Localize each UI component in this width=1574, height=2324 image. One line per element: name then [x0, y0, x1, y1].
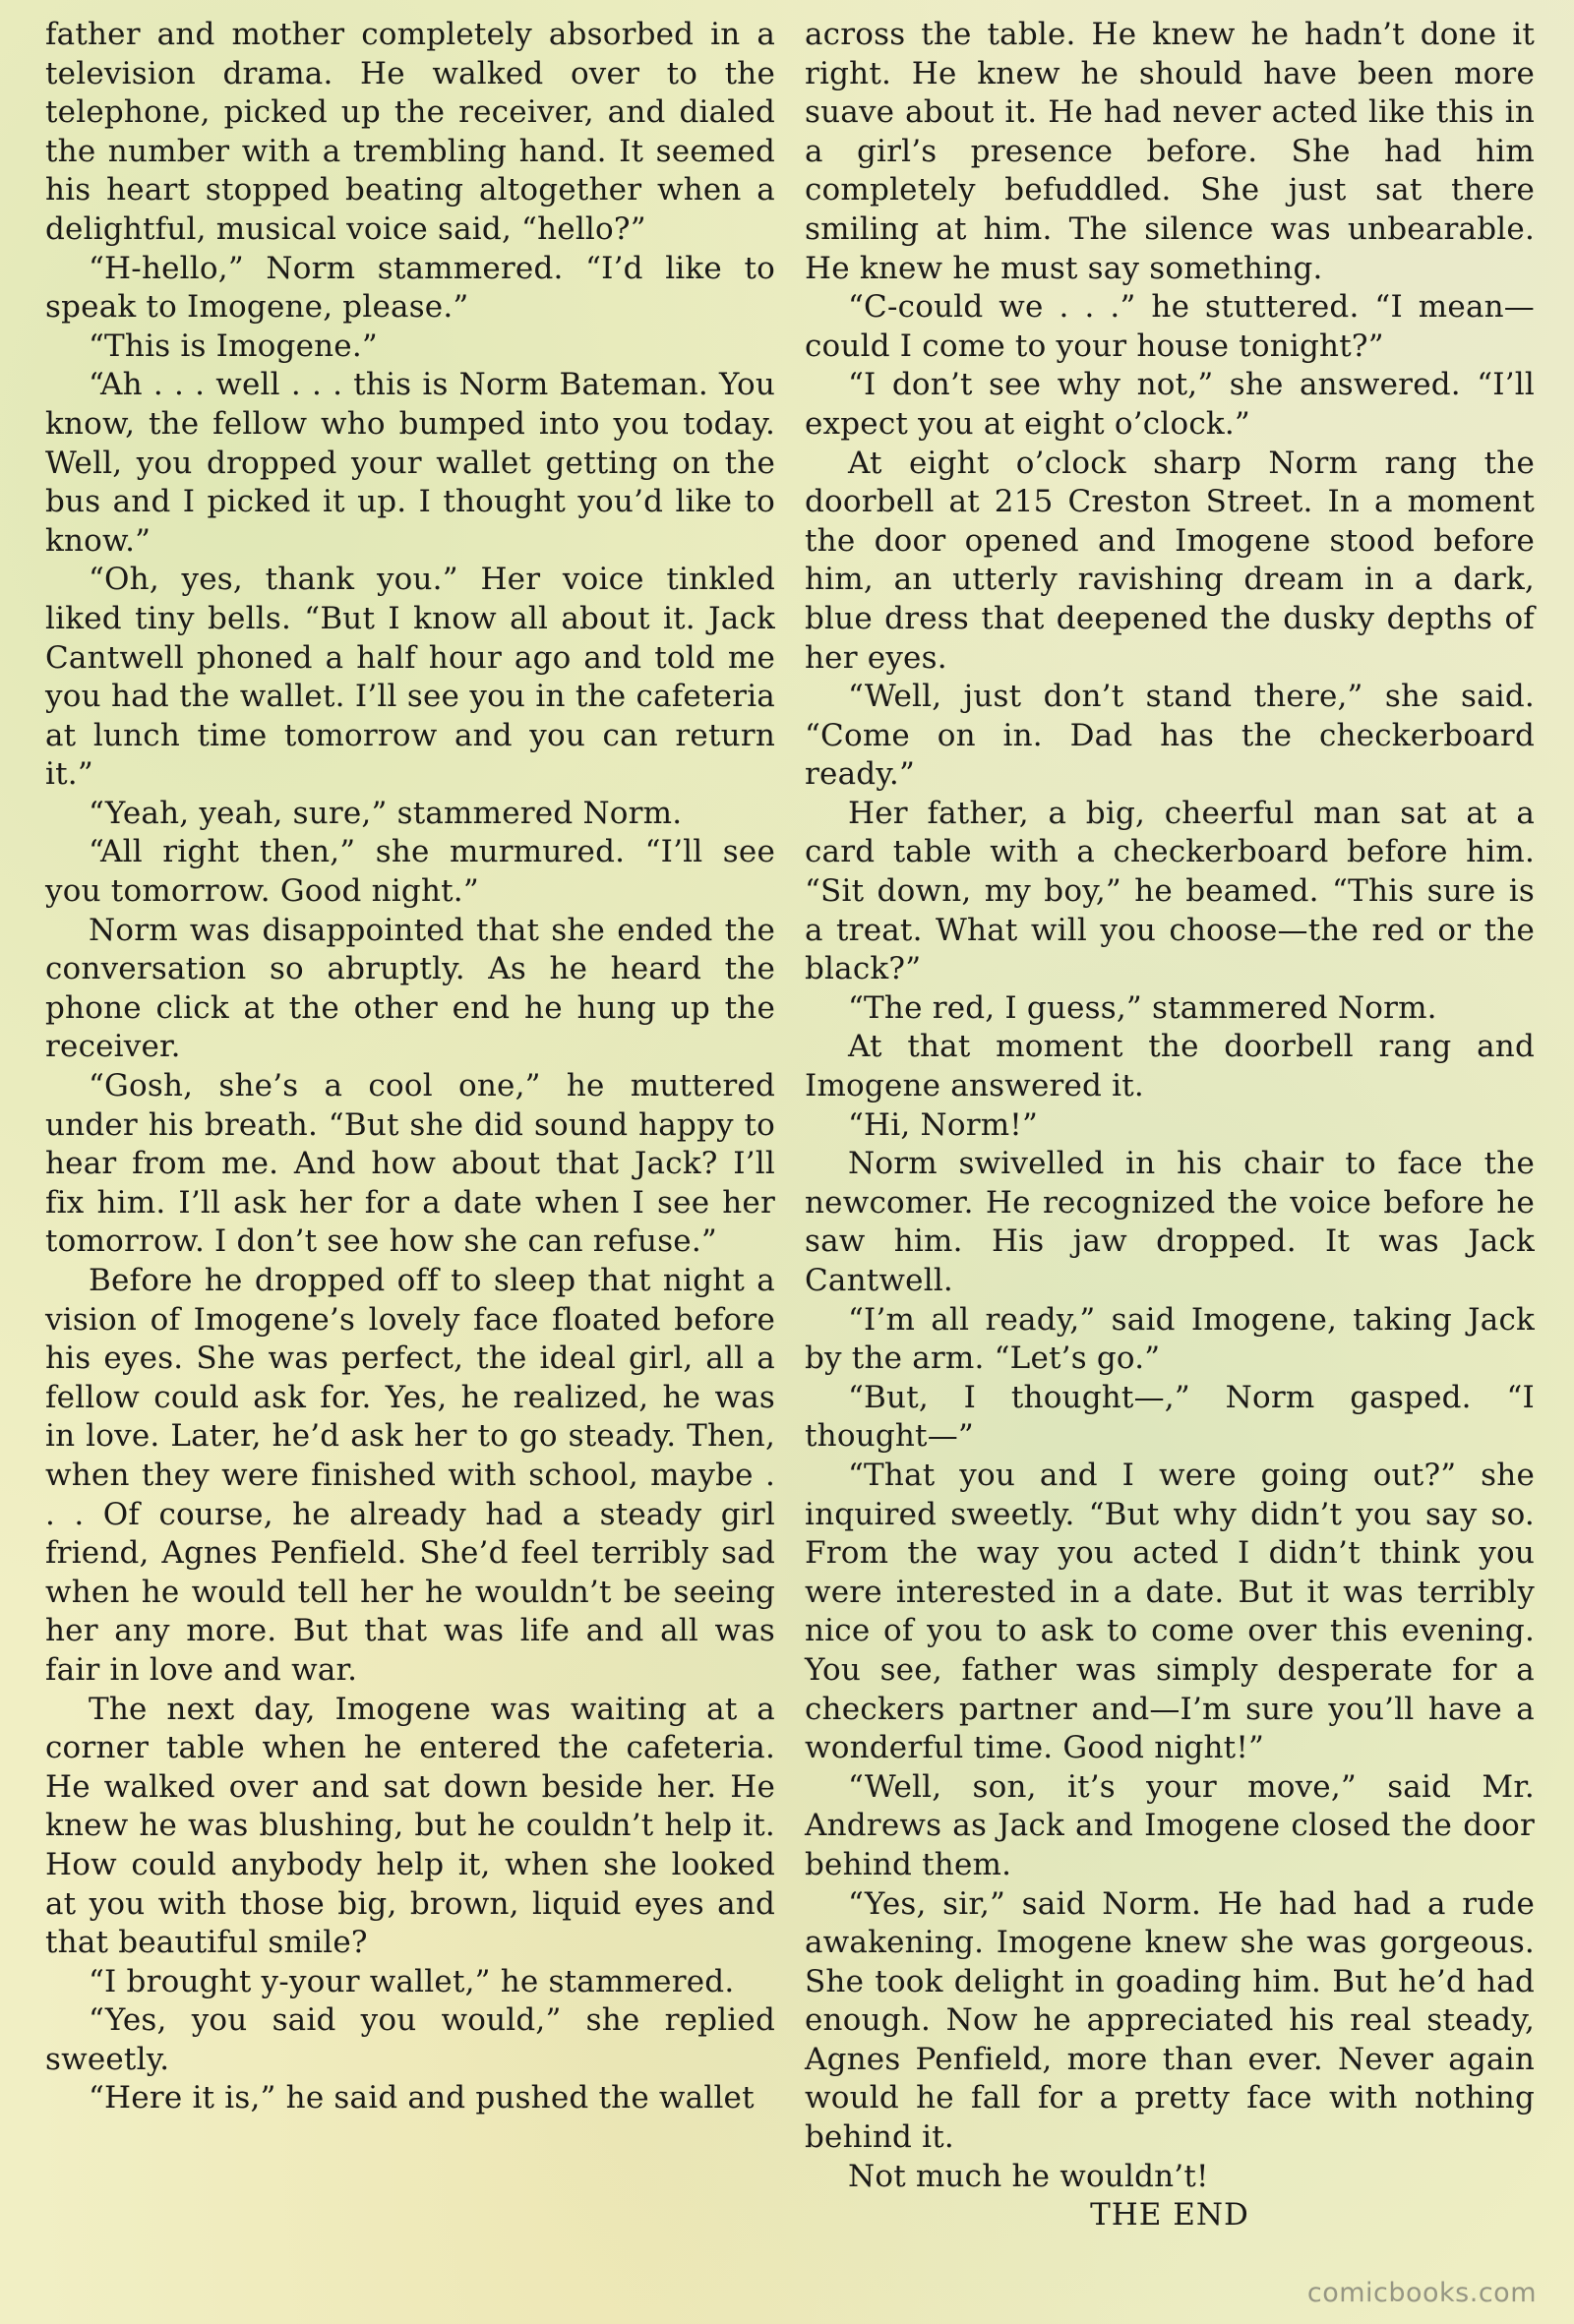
paragraph: “Gosh, she’s a cool one,” he muttered under his breath. “But she did sound happy to hear from me. And how about that Jack? I’ll fix him. I’ll ask her for a date when I see her tomorrow. I don’t see how she can refuse.”: [45, 1068, 775, 1260]
paragraph: Before he dropped off to sleep that night a vision of Imogene’s lovely face floated before his eyes. She was perfect, the ideal girl, all a fellow could ask for. Yes, he realized, he was in love. Later, he’d ask her to go steady. Then, when they were finished with school, maybe . . . Of course, he already had a steady girl friend, Agnes Penfield. She’d feel terribly sad when he would tell her he wouldn’t be seeing her any more. But that was life and all was fair in love and war.: [45, 1263, 775, 1688]
paragraph: “All right then,” she murmured. “I’ll see you tomorrow. Good night.”: [45, 834, 775, 910]
paragraph: At that moment the doorbell rang and Imogene answered it.: [805, 1029, 1535, 1104]
paragraph: The next day, Imogene was waiting at a corner table when he entered the cafeteria. He walked over and sat down beside her. He knew he was blushing, but he couldn’t help it. How could anybody help it, when she looked at you with those big, brown, liquid eyes and that beautiful smile?: [45, 1691, 775, 1961]
paragraph: “This is Imogene.”: [89, 328, 378, 364]
paragraph: “Yeah, yeah, sure,” stammered Norm.: [89, 795, 683, 831]
paragraph: “I don’t see why not,” she answered. “I’ll expect you at eight o’clock.”: [805, 367, 1535, 442]
paragraph: Norm was disappointed that she ended the conversation so abruptly. As he heard the phone click at the other end he hung up the receiver.: [45, 912, 775, 1065]
paragraph: “C-could we . . .” he stuttered. “I mean—could I come to your house tonight?”: [805, 289, 1535, 364]
the-end-label: THE END: [1090, 2197, 1249, 2234]
paragraph: “H-hello,” Norm stammered. “I’d like to speak to Imogene, please.”: [45, 250, 775, 326]
paragraph: “Well, son, it’s your move,” said Mr. Andrews as Jack and Imogene closed the door behind them.: [805, 1768, 1535, 1882]
paragraph: Norm swivelled in his chair to face the newcomer. He recognized the voice before he saw him. His jaw dropped. It was Jack Cantwell.: [805, 1146, 1535, 1298]
paragraph: “Ah . . . well . . . this is Norm Bateman. You know, the fellow who bumped into you today. Well, you dropped your wallet getting on the bus and I picked it up. I thought you’d like to know.”: [45, 367, 775, 559]
paragraph: father and mother completely absorbed in a television drama. He walked over to the telephone, picked up the receiver, and dialed the number with a trembling hand. It seemed his heart stopped beating altogether when a delightful, musical voice said, “hello?”: [45, 17, 775, 247]
paragraph: “The red, I guess,” stammered Norm.: [848, 989, 1437, 1026]
paragraph: “Here it is,” he said and pushed the wallet: [89, 2080, 755, 2116]
paragraph: “Oh, yes, thank you.” Her voice tinkled liked tiny bells. “But I know all about it. Jack Cantwell phoned a half hour ago and told me you had the wallet. I’ll see you in the cafeteria at lunch time tomorrow and you can return it.”: [45, 562, 775, 793]
paragraph: across the table. He knew he hadn’t done it right. He knew he should have been more suave about it. He had never acted like this in a girl’s presence before. She had him completely befuddled. She just sat there smiling at him. The silence was unbearable. He knew he must say something.: [805, 17, 1535, 286]
paragraph: “I’m all ready,” said Imogene, taking Jack by the arm. “Let’s go.”: [805, 1301, 1535, 1377]
left-text-column: [45, 16, 775, 2118]
paragraph: “But, I thought—,” Norm gasped. “I thought—”: [805, 1379, 1535, 1455]
paragraph: At eight o’clock sharp Norm rang the doorbell at 215 Creston Street. In a moment the door opened and Imogene stood before him, an utterly ravishing dream in a dark, blue dress that deepened the dusky depths of her eyes.: [805, 445, 1535, 676]
paragraph: “Hi, Norm!”: [848, 1106, 1039, 1143]
paragraph: “Well, just don’t stand there,” she said. “Come on in. Dad has the checkerboard ready.”: [805, 679, 1535, 793]
paragraph: “I brought y-your wallet,” he stammered.: [89, 1963, 735, 1999]
site-watermark: comicbooks.com: [1306, 2278, 1537, 2308]
paragraph: “Yes, sir,” said Norm. He had had a rude awakening. Imogene knew she was gorgeous. She took delight in goading him. But he’d had enough. Now he appreciated his real steady, Agnes Penfield, more than ever. Never again would he fall for a pretty face with nothing behind it.: [805, 1885, 1535, 2156]
right-text-column: [805, 16, 1535, 2235]
paragraph: Not much he wouldn’t!: [848, 2158, 1209, 2194]
paragraph: “Yes, you said you would,” she replied sweetly.: [45, 2002, 775, 2077]
paragraph: Her father, a big, cheerful man sat at a card table with a checkerboard before him. “Sit down, my boy,” he beamed. “This sure is a treat. What will you choose—the red or the black?”: [805, 795, 1535, 987]
paragraph: “That you and I were going out?” she inquired sweetly. “But why didn’t you say so. From the way you acted I didn’t think you were interested in a date. But it was terribly nice of you to ask to come over this evening. You see, father was simply desperate for a checkers partner and—I’m sure you’ll have a wonderful time. Good night!”: [805, 1457, 1535, 1766]
